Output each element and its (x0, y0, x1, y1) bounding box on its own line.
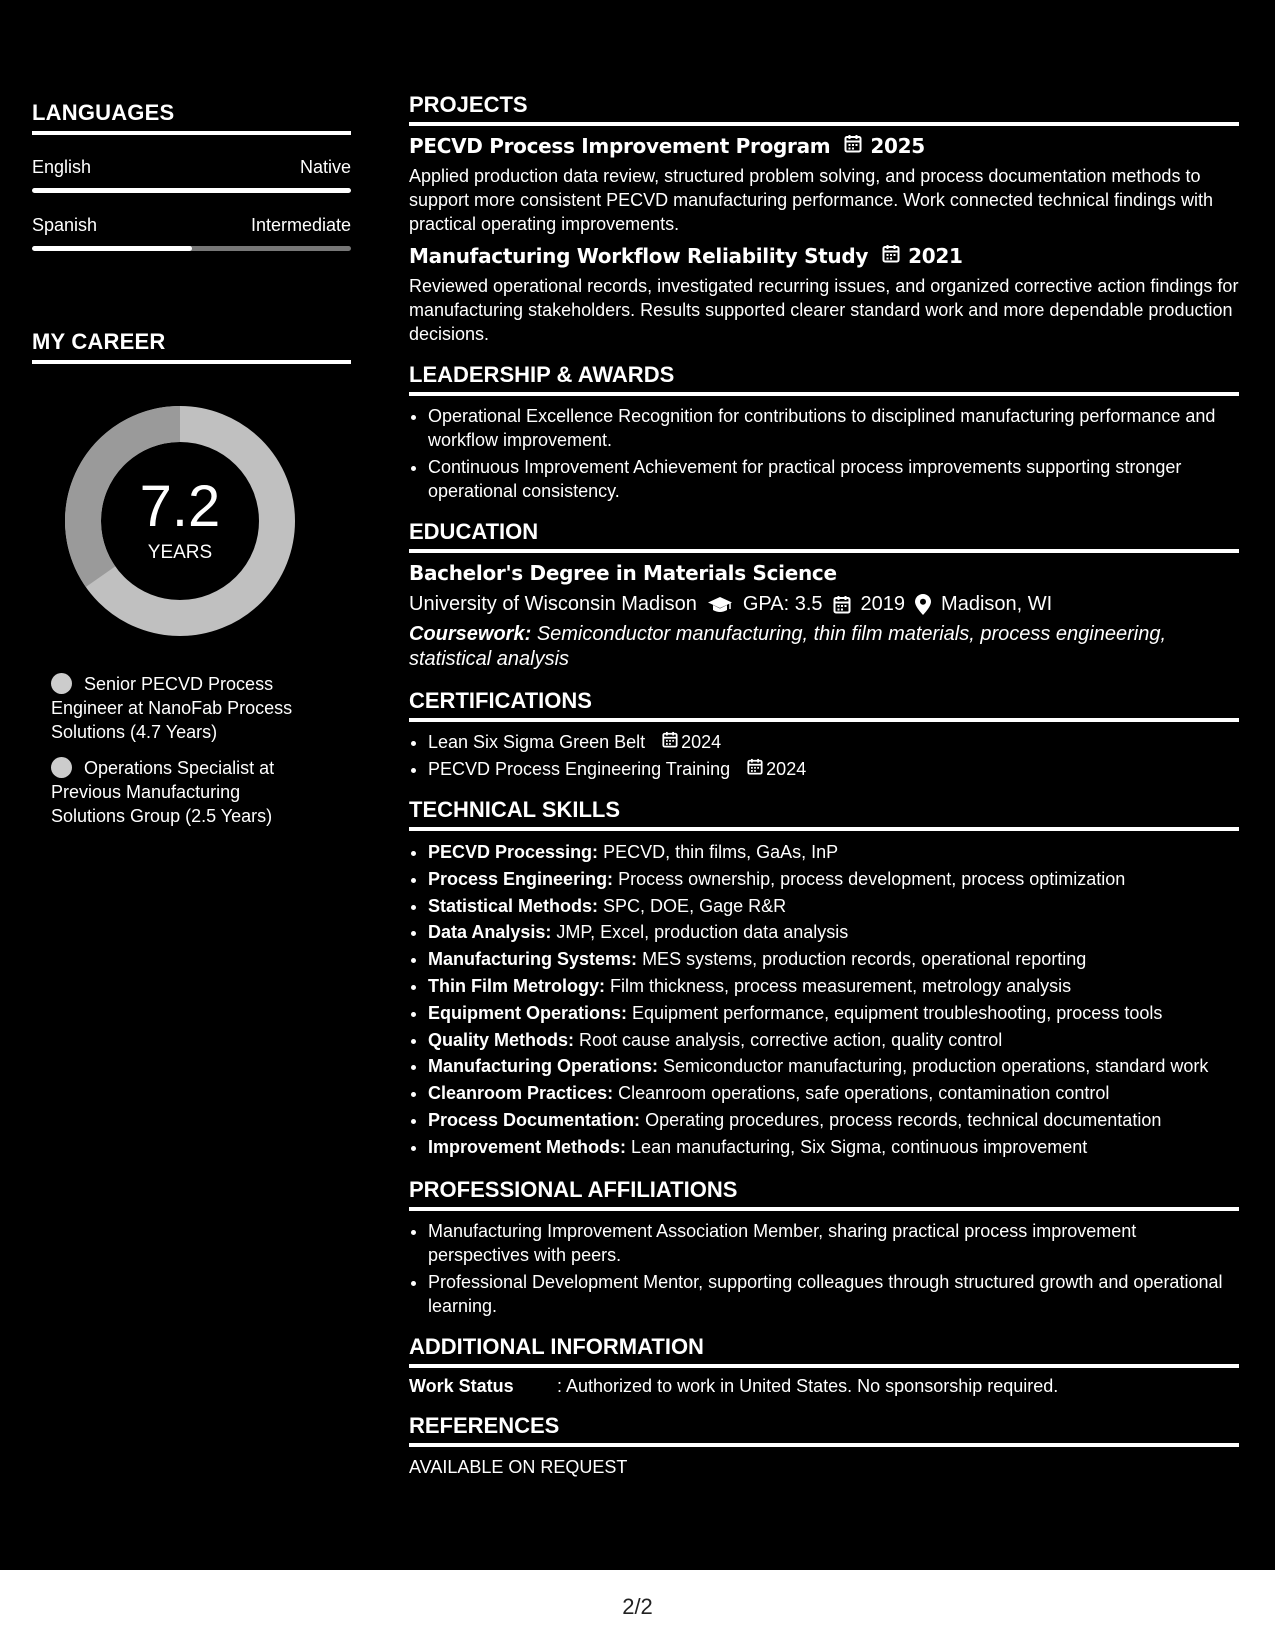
skill-item (428, 1000, 1239, 1027)
work-status-row (409, 1376, 1239, 1397)
certifications-section (409, 688, 1239, 781)
page-number: 2/2 (622, 1594, 653, 1619)
skill-category: Process Engineering: (428, 868, 614, 889)
skill-category: Process Documentation: (428, 1109, 641, 1130)
leadership-item: • Continuous Improvement Achievement for practical process improvements supporting stronger operational consistency. (428, 455, 1239, 503)
education-gpa: GPA: 3.5 (742, 593, 823, 615)
education-location: Madison, WI (941, 593, 1053, 615)
project-item (409, 244, 1239, 346)
career-item (51, 672, 311, 744)
skill-item (428, 1134, 1239, 1161)
skill-list: MES systems, production records, operational reporting (642, 949, 1087, 970)
education-degree: Bachelor's Degree in Materials Science (409, 561, 837, 585)
skill-category: Improvement Methods: (428, 1136, 627, 1157)
project-year: 2025 (870, 134, 925, 158)
skill-category: Equipment Operations: (428, 1002, 628, 1023)
education-school: University of Wisconsin Madison (409, 593, 697, 615)
coursework-label: Coursework: (409, 623, 532, 645)
leadership-item: • Operational Excellence Recognition for contributions to disciplined manufacturing performance and workflow improvement. (428, 404, 1239, 452)
leadership-list (409, 404, 1239, 503)
references-section (409, 1413, 1239, 1478)
coursework-text: Semiconductor manufacturing, thin film materials, process engineering, statistical analysis (409, 623, 1167, 670)
references-text: AVAILABLE ON REQUEST (409, 1456, 628, 1477)
affiliations-list (409, 1219, 1239, 1318)
references-heading: REFERENCES (409, 1413, 1239, 1447)
work-status-value: : Authorized to work in United States. No sponsorship required. (557, 1375, 1059, 1396)
skill-item (428, 893, 1239, 920)
project-year: 2021 (908, 244, 963, 268)
skill-list: SPC, DOE, Gage R&R (603, 895, 787, 916)
education-year: 2019 (860, 593, 906, 615)
calendar-icon (844, 134, 862, 158)
skill-list: PECVD, thin films, GaAs, InP (603, 842, 839, 862)
certification-year: 2024 (681, 732, 722, 752)
additional-info-heading: ADDITIONAL INFORMATION (409, 1334, 1239, 1368)
education-section (409, 519, 1239, 672)
skills-section (409, 797, 1239, 1161)
career-total-value: 7.2 (139, 474, 221, 539)
language-proficiency-bar (32, 246, 351, 251)
projects-heading: PROJECTS (409, 92, 1239, 126)
skill-item (428, 973, 1239, 1000)
affiliation-item: • Professional Development Mentor, supporting colleagues through structured growth and operational learning. (428, 1270, 1239, 1318)
education-details (409, 593, 1239, 616)
skill-item (428, 1080, 1239, 1107)
sidebar (32, 100, 351, 840)
skill-list: Equipment performance, equipment troubleshooting, process tools (632, 1002, 1163, 1023)
career-donut-chart (65, 406, 295, 636)
skill-list: Operating procedures, process records, technical documentation (645, 1109, 1162, 1130)
skill-list: Lean manufacturing, Six Sigma, continuous improvement (631, 1136, 1088, 1157)
skill-list: Semiconductor manufacturing, production operations, standard work (663, 1056, 1209, 1077)
skill-item (428, 946, 1239, 973)
graduation-cap-icon (707, 596, 733, 614)
skills-heading: TECHNICAL SKILLS (409, 797, 1239, 831)
project-title: Manufacturing Workflow Reliability Study (409, 244, 869, 268)
certifications-heading: CERTIFICATIONS (409, 688, 1239, 722)
skill-category: Data Analysis: (428, 922, 552, 943)
skill-category: Statistical Methods: (428, 895, 599, 916)
skill-item (428, 866, 1239, 893)
additional-info-section (409, 1334, 1239, 1397)
project-title: PECVD Process Improvement Program (409, 134, 831, 158)
calendar-icon (662, 730, 681, 754)
language-item (32, 157, 351, 193)
certification-name: PECVD Process Engineering Training (428, 759, 731, 779)
language-proficiency-fill (32, 188, 351, 193)
skill-list: Process ownership, process development, process optimization (618, 868, 1126, 889)
skill-item (428, 1053, 1239, 1080)
calendar-icon (747, 757, 766, 781)
project-description: Reviewed operational records, investigated recurring issues, and organized corrective action findings for manufacturing stakeholders. Results supported clearer standard work and more dependable production decisions. (409, 276, 1239, 344)
leadership-section (409, 362, 1239, 503)
calendar-icon (833, 595, 851, 614)
career-item-text: Senior PECVD Process Engineer at NanoFab Process Solutions (4.7 Years) (51, 674, 293, 742)
skill-category: Manufacturing Operations: (428, 1056, 659, 1077)
certification-name: Lean Six Sigma Green Belt (428, 732, 646, 752)
skill-category: Cleanroom Practices: (428, 1083, 614, 1104)
leadership-heading: LEADERSHIP & AWARDS (409, 362, 1239, 396)
language-name: Spanish (32, 215, 98, 235)
career-list (32, 672, 351, 828)
skill-item (428, 839, 1239, 866)
skills-list (409, 839, 1239, 1161)
language-name: English (32, 157, 92, 177)
main-content (409, 92, 1239, 1494)
skill-category: Manufacturing Systems: (428, 949, 638, 970)
skill-list: JMP, Excel, production data analysis (556, 922, 849, 943)
career-item-text: Operations Specialist at Previous Manufacturing Solutions Group (2.5 Years) (51, 758, 275, 826)
career-heading: MY CAREER (32, 329, 351, 364)
skill-list: Root cause analysis, corrective action, quality control (579, 1029, 1003, 1050)
certifications-list (409, 730, 1239, 781)
education-heading: EDUCATION (409, 519, 1239, 553)
skill-category: PECVD Processing: (428, 842, 599, 862)
skill-list: Cleanroom operations, safe operations, contamination control (618, 1083, 1110, 1104)
project-description: Applied production data review, structured problem solving, and process documentation methods to support more consistent PECVD manufacturing performance. Work connected technical findings with practical operating improvements. (409, 166, 1214, 234)
certification-year: 2024 (766, 759, 807, 779)
certification-item (428, 730, 1239, 754)
language-proficiency-bar (32, 188, 351, 193)
projects-section (409, 92, 1239, 346)
skill-item (428, 1027, 1239, 1054)
certification-item (428, 757, 1239, 781)
location-pin-icon (915, 594, 931, 615)
skill-category: Quality Methods: (428, 1029, 575, 1050)
career-dot-icon (51, 757, 72, 778)
calendar-icon (882, 244, 900, 268)
language-proficiency-fill (32, 246, 192, 251)
language-level: Native (299, 157, 351, 177)
career-dot-icon (51, 673, 72, 694)
affiliations-section (409, 1177, 1239, 1318)
career-total-unit: YEARS (147, 542, 213, 563)
language-item (32, 215, 351, 251)
work-status-label: Work Status (409, 1375, 514, 1396)
skill-item (428, 919, 1239, 946)
project-item (409, 134, 1239, 236)
education-coursework (409, 622, 1239, 672)
skill-list: Film thickness, process measurement, metrology analysis (610, 975, 1072, 996)
languages-heading: LANGUAGES (32, 100, 351, 135)
skill-item (428, 1107, 1239, 1134)
career-item (51, 756, 311, 828)
affiliations-heading: PROFESSIONAL AFFILIATIONS (409, 1177, 1239, 1211)
affiliation-item: • Manufacturing Improvement Association Member, sharing practical process improvement perspectives with peers. (428, 1219, 1239, 1267)
skill-category: Thin Film Metrology: (428, 975, 605, 996)
language-level: Intermediate (250, 215, 351, 235)
